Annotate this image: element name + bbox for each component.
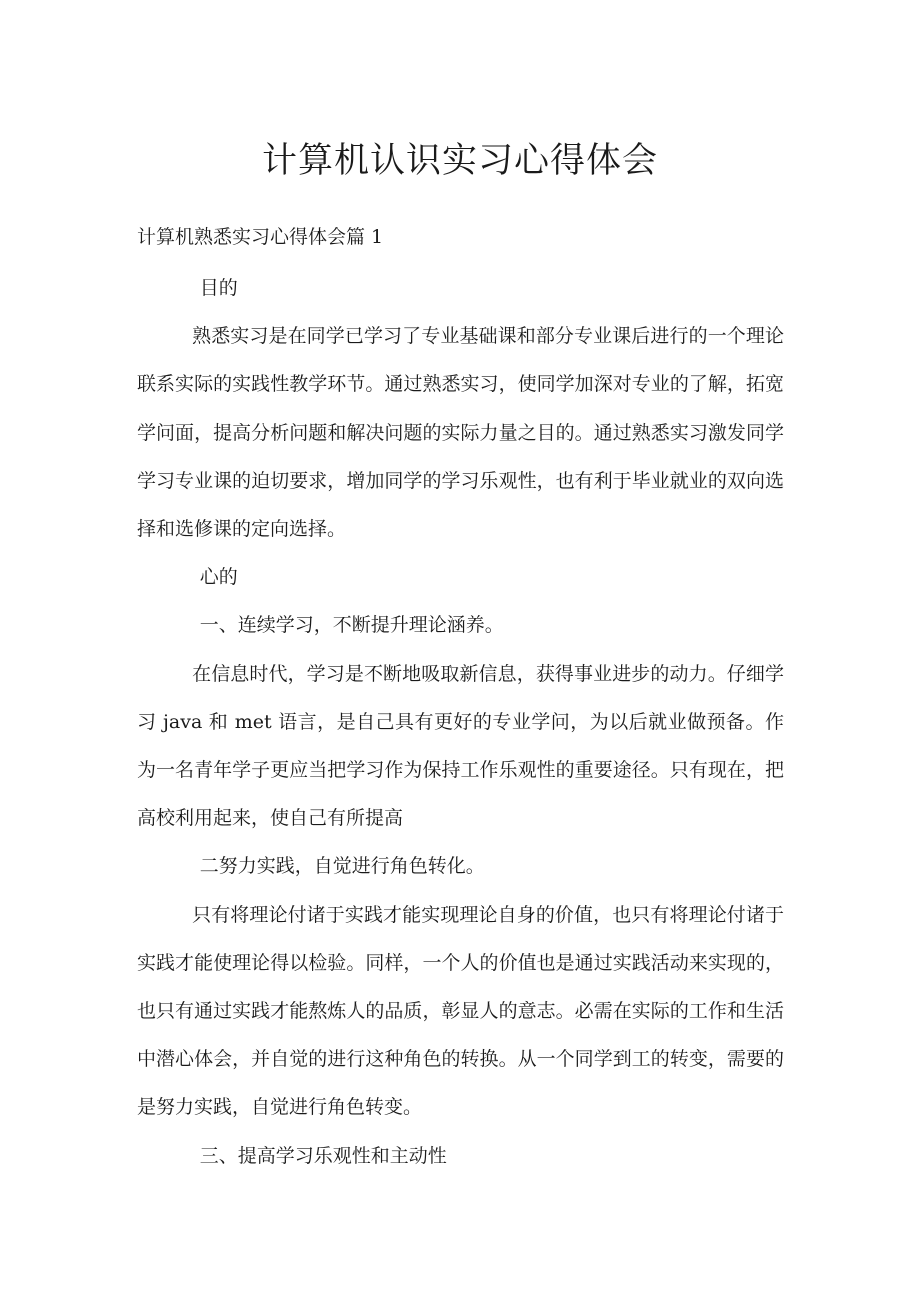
section-heading-reflection: 心的 [199,566,238,589]
paragraph-practice: 只有将理论付诸于实践才能实现理论自身的价值，也只有将理论付诸于实践才能使理论得以检验。同样，一个人的价值也是通过实践活动来实现的，也只有通过实践才能熬炼人的品质，彰显人的意志。必需在实际的工作和生活中潜心体会，并自觉的进行这种角色的转换。从一个同学到工的转变，需要的是努力实践，自觉进行角色转变。 [137,903,784,1119]
paragraph-continuous-learning: 在信息时代，学习是不断地吸取新信息，获得事业进步的动力。仔细学习 java 和 met 语言，是自己具有更好的专业学问，为以后就业做预备。作为一名青年学子更应当把学习作为保持工作乐观性的重要途径。只有现在，把高校利用起来，使自己有所提高 [137,662,784,830]
subheading-practice: 二努力实践，自觉进行角色转化。 [199,855,485,878]
document-subtitle: 计算机熟悉实习心得体会篇 1 [137,226,384,248]
subheading-motivation: 三、提高学习乐观性和主动性 [199,1144,447,1167]
paragraph-purpose: 熟悉实习是在同学已学习了专业基础课和部分专业课后进行的一个理论联系实际的实践性教学环节。通过熟悉实习，使同学加深对专业的了解，拓宽学问面，提高分析问题和解决问题的实际力量之目的。通过熟悉实习激发同学学习专业课的迫切要求，增加同学的学习乐观性，也有利于毕业就业的双向选择和选修课的定向选择。 [137,325,784,541]
subheading-continuous-learning: 一、连续学习，不断提升理论涵养。 [199,614,504,637]
section-heading-purpose: 目的 [199,277,238,299]
document-title: 计算机认识实习心得体会 [261,141,658,181]
document-body [137,264,784,1180]
